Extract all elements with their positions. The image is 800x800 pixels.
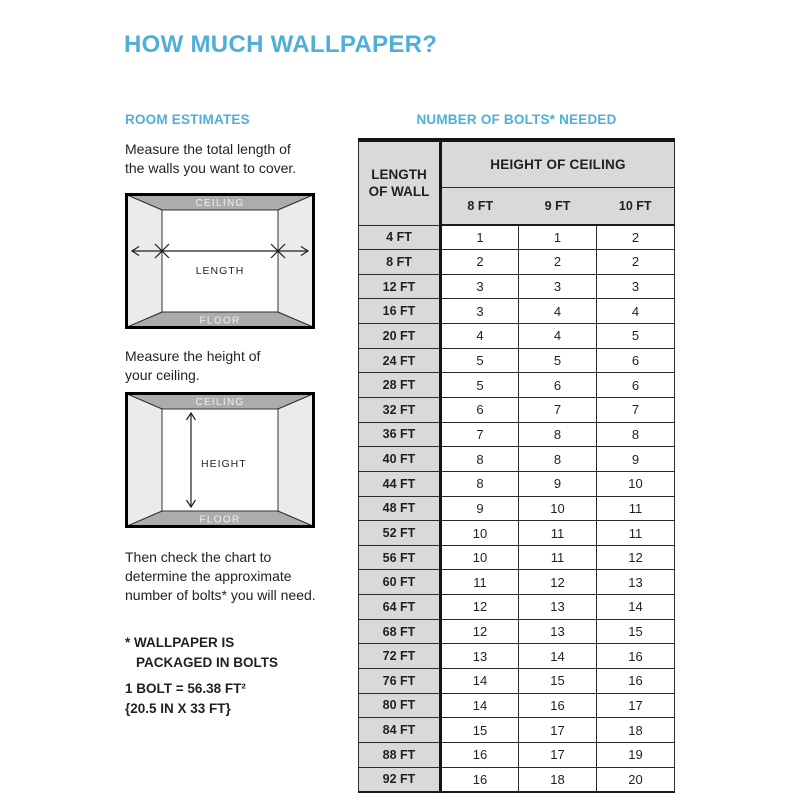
bolt-count-cell: 2 [597, 225, 675, 250]
wall-length-label: 92 FT [359, 767, 441, 792]
bolt-count-cell: 9 [597, 447, 675, 472]
bolt-count-cell: 16 [441, 767, 519, 792]
bolt-count-cell: 4 [441, 324, 519, 349]
ceiling-label: CEILING [195, 397, 245, 408]
table-row [359, 471, 675, 496]
wall-length-label: 44 FT [359, 471, 441, 496]
bolt-count-cell: 1 [519, 225, 597, 250]
table-row [359, 521, 675, 546]
bolt-count-cell: 8 [519, 422, 597, 447]
bolt-count-cell: 14 [441, 693, 519, 718]
bolt-count-cell: 2 [441, 250, 519, 275]
back-wall-surface [162, 210, 278, 312]
bolt-count-cell: 17 [597, 693, 675, 718]
bolt-count-cell: 13 [441, 644, 519, 669]
bolt-count-cell: 10 [441, 545, 519, 570]
table-row [359, 595, 675, 620]
bolt-count-cell: 13 [519, 619, 597, 644]
wall-length-label: 56 FT [359, 545, 441, 570]
bolt-count-cell: 13 [597, 570, 675, 595]
table-row [359, 545, 675, 570]
bolt-count-cell: 16 [441, 742, 519, 767]
bolt-count-cell: 2 [597, 250, 675, 275]
bolt-count-cell: 8 [441, 471, 519, 496]
bolt-count-cell: 5 [441, 373, 519, 398]
bolt-count-cell: 5 [597, 324, 675, 349]
bolt-count-cell: 7 [519, 397, 597, 422]
bolt-count-cell: 7 [441, 422, 519, 447]
instruction-measure-length [125, 140, 296, 178]
room-height-diagram [125, 392, 315, 528]
bolt-count-cell: 11 [519, 545, 597, 570]
wall-length-label: 28 FT [359, 373, 441, 398]
bolt-count-cell: 8 [597, 422, 675, 447]
bolt-count-cell: 6 [597, 373, 675, 398]
footnote-line: * WALLPAPER IS [125, 635, 235, 650]
bolt-count-cell: 11 [597, 496, 675, 521]
table-row [359, 250, 675, 275]
wall-length-label: 48 FT [359, 496, 441, 521]
instruction-line: Then check the chart to [125, 549, 272, 565]
ceiling-label: CEILING [195, 198, 245, 209]
bolt-count-cell: 1 [441, 225, 519, 250]
instruction-line: Measure the height of [125, 348, 261, 364]
bolt-count-cell: 8 [441, 447, 519, 472]
table-row [359, 693, 675, 718]
room-length-diagram [125, 193, 315, 329]
wall-length-label: 24 FT [359, 348, 441, 373]
bolt-count-cell: 15 [519, 669, 597, 694]
bolt-count-cell: 6 [441, 397, 519, 422]
bolt-count-cell: 20 [597, 767, 675, 792]
wall-length-label: 8 FT [359, 250, 441, 275]
wall-length-label: 16 FT [359, 299, 441, 324]
wallpaper-bolts-footnote [125, 633, 278, 673]
floor-label: FLOOR [199, 315, 241, 327]
table-row [359, 422, 675, 447]
wall-length-label: 40 FT [359, 447, 441, 472]
right-wall-surface [278, 394, 313, 526]
bolt-count-cell: 4 [597, 299, 675, 324]
bolts-table [358, 138, 675, 793]
table-row [359, 274, 675, 299]
table-row [359, 299, 675, 324]
column-header-10ft: 10 FT [597, 188, 675, 226]
wall-length-label: 32 FT [359, 397, 441, 422]
wall-length-label: 68 FT [359, 619, 441, 644]
wall-length-label: 60 FT [359, 570, 441, 595]
instruction-line: determine the approximate [125, 568, 292, 584]
bolt-count-cell: 17 [519, 742, 597, 767]
bolt-count-cell: 7 [597, 397, 675, 422]
bolt-count-cell: 12 [441, 595, 519, 620]
bolt-count-cell: 12 [597, 545, 675, 570]
wall-length-label: 20 FT [359, 324, 441, 349]
left-wall-surface [127, 195, 162, 327]
footnote-line: PACKAGED IN BOLTS [136, 655, 279, 670]
table-row [359, 373, 675, 398]
length-dimension-label: LENGTH [195, 265, 245, 277]
table-row [359, 397, 675, 422]
height-dimension-label: HEIGHT [201, 458, 247, 470]
bolt-count-cell: 16 [597, 644, 675, 669]
bolt-count-cell: 12 [441, 619, 519, 644]
bolt-spec [125, 679, 246, 719]
table-row [359, 718, 675, 743]
table-row [359, 742, 675, 767]
bolt-count-cell: 3 [597, 274, 675, 299]
bolt-count-cell: 15 [441, 718, 519, 743]
bolt-count-cell: 8 [519, 447, 597, 472]
left-wall-surface [127, 394, 162, 526]
instruction-line: number of bolts* you will need. [125, 587, 316, 603]
bolt-count-cell: 18 [519, 767, 597, 792]
bolt-count-cell: 9 [441, 496, 519, 521]
table-row [359, 225, 675, 250]
bolt-count-cell: 11 [519, 521, 597, 546]
table-row [359, 669, 675, 694]
table-row [359, 447, 675, 472]
bolt-count-cell: 14 [441, 669, 519, 694]
bolt-count-cell: 9 [519, 471, 597, 496]
bolt-count-cell: 19 [597, 742, 675, 767]
bolt-count-cell: 10 [441, 521, 519, 546]
page-title: HOW MUCH WALLPAPER? [124, 31, 438, 58]
instruction-line: your ceiling. [125, 367, 200, 383]
wall-length-label: 88 FT [359, 742, 441, 767]
bolt-count-cell: 15 [597, 619, 675, 644]
height-of-ceiling-header: HEIGHT OF CEILING [441, 140, 675, 188]
bolts-table-header [359, 140, 675, 225]
bolt-count-cell: 11 [597, 521, 675, 546]
bolt-spec-line: {20.5 IN X 33 FT} [125, 701, 231, 716]
column-header-8ft: 8 FT [441, 188, 519, 226]
bolt-count-cell: 3 [441, 274, 519, 299]
table-row [359, 496, 675, 521]
wall-length-label: 84 FT [359, 718, 441, 743]
wall-length-label: 36 FT [359, 422, 441, 447]
wall-length-label: 52 FT [359, 521, 441, 546]
bolt-count-cell: 3 [519, 274, 597, 299]
bolt-count-cell: 6 [519, 373, 597, 398]
bolt-count-cell: 11 [441, 570, 519, 595]
bolt-count-cell: 18 [597, 718, 675, 743]
header-line: LENGTH [371, 167, 427, 183]
bolt-count-cell: 14 [519, 644, 597, 669]
bolt-count-cell: 16 [519, 693, 597, 718]
table-row [359, 767, 675, 792]
floor-label: FLOOR [199, 514, 241, 526]
bolt-count-cell: 4 [519, 324, 597, 349]
bolt-spec-line: 1 BOLT = 56.38 FT² [125, 681, 246, 696]
bolt-count-cell: 6 [597, 348, 675, 373]
instruction-line: the walls you want to cover. [125, 160, 297, 176]
table-row [359, 570, 675, 595]
bolt-count-cell: 3 [441, 299, 519, 324]
bolt-count-cell: 4 [519, 299, 597, 324]
wall-length-label: 4 FT [359, 225, 441, 250]
bolt-count-cell: 10 [597, 471, 675, 496]
bolt-count-cell: 14 [597, 595, 675, 620]
bolt-count-cell: 16 [597, 669, 675, 694]
bolts-table-body [359, 225, 675, 792]
wall-length-label: 72 FT [359, 644, 441, 669]
wall-length-label: 12 FT [359, 274, 441, 299]
table-row [359, 619, 675, 644]
bolt-count-cell: 5 [519, 348, 597, 373]
wall-length-label: 76 FT [359, 669, 441, 694]
room-estimates-heading: ROOM ESTIMATES [125, 112, 250, 127]
bolt-count-cell: 5 [441, 348, 519, 373]
right-wall-surface [278, 195, 313, 327]
instruction-check-chart [125, 548, 316, 605]
header-line: OF WALL [368, 184, 430, 200]
table-row [359, 324, 675, 349]
instruction-line: Measure the total length of [125, 141, 291, 157]
bolt-count-cell: 13 [519, 595, 597, 620]
bolt-count-cell: 12 [519, 570, 597, 595]
room-perspective-walls [127, 195, 313, 327]
table-row [359, 644, 675, 669]
bolts-needed-heading: NUMBER OF BOLTS* NEEDED [416, 112, 617, 127]
bolt-count-cell: 17 [519, 718, 597, 743]
wall-length-label: 64 FT [359, 595, 441, 620]
wall-length-label: 80 FT [359, 693, 441, 718]
length-of-wall-header [359, 140, 441, 225]
instruction-measure-height [125, 347, 260, 385]
table-row [359, 348, 675, 373]
bolt-count-cell: 2 [519, 250, 597, 275]
bolt-count-cell: 10 [519, 496, 597, 521]
column-header-9ft: 9 FT [519, 188, 597, 226]
